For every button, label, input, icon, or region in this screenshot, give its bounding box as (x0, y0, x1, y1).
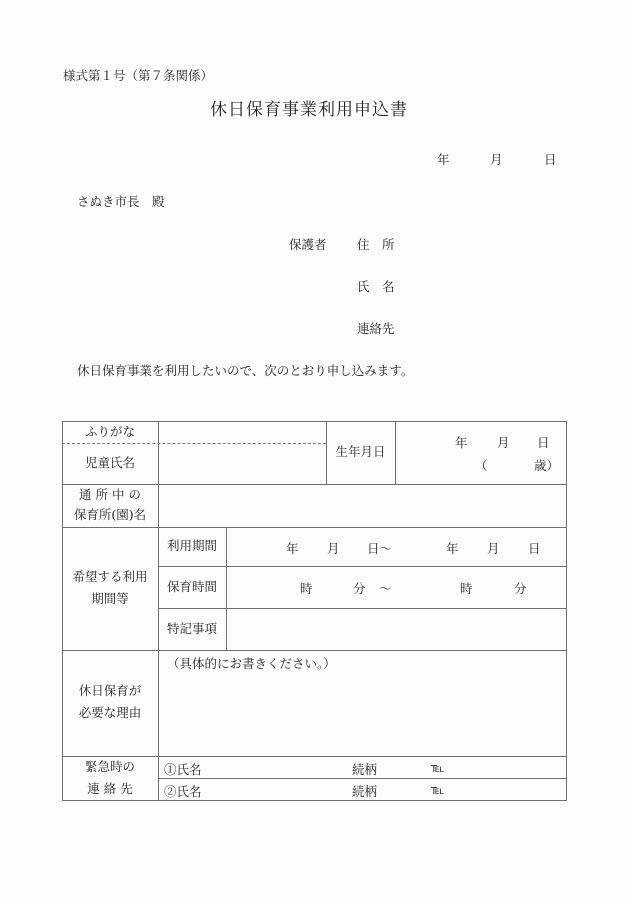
birth-month: 月 (497, 435, 510, 450)
period-start-year: 年 (286, 541, 299, 556)
childcare-hours-field[interactable] (227, 567, 566, 608)
contact1-relation-label: 続柄 (352, 762, 378, 777)
furigana-field[interactable] (159, 422, 325, 443)
period-end-day: 日 (528, 541, 541, 556)
nursery-label: 通 所 中 の 保育所(園)名 (73, 487, 147, 522)
period-start-day: 日〜 (367, 541, 393, 556)
intro-text: 休日保育事業を利用したいので、次のとおり申し込みます。 (77, 363, 414, 378)
guardian-label: 保護者 (289, 237, 327, 252)
reason-field[interactable] (159, 651, 566, 756)
usage-period-field[interactable] (227, 528, 566, 566)
contact1-name-label: ①氏名 (164, 762, 202, 777)
contact1-tel-label: ℡ (431, 760, 445, 775)
contact2-tel-label: ℡ (431, 782, 445, 797)
birthdate-label: 生年月日 (335, 444, 386, 459)
birthdate-field[interactable] (396, 422, 566, 483)
date-month: 月 (490, 152, 503, 167)
age-open: （ (475, 458, 488, 473)
birth-year: 年 (455, 435, 468, 450)
period-end-month: 月 (487, 541, 500, 556)
name-label: 氏 名 (357, 279, 395, 294)
addressee: さぬき市長 殿 (77, 194, 165, 209)
furigana-label: ふりがな (84, 424, 135, 439)
emergency-contact-row[interactable] (159, 779, 566, 800)
emergency-contact-label: 緊急時の 連 絡 先 (84, 759, 135, 796)
special-notes-field[interactable] (227, 609, 566, 650)
contact2-relation-label: 続柄 (352, 784, 378, 799)
form-number: 様式第１号（第７条関係） (63, 68, 214, 83)
date-year: 年 (437, 152, 450, 167)
hours-end-hour: 時 (460, 581, 473, 596)
contact2-name-label: ②氏名 (164, 784, 202, 799)
desired-period-label: 希望する利用 期間等 (72, 569, 148, 606)
childcare-hours-label: 保育時間 (166, 579, 217, 594)
special-notes-label: 特記事項 (166, 621, 217, 636)
hours-start-hour: 時 (300, 581, 313, 596)
period-end-year: 年 (446, 541, 459, 556)
hours-tilde: 〜 (379, 581, 392, 596)
hours-end-minute: 分 (514, 581, 527, 596)
emergency-contact-row[interactable] (159, 757, 566, 778)
reason-label: 休日保育が 必要な理由 (78, 683, 142, 720)
page-title: 休日保育事業利用申込書 (210, 100, 408, 120)
date-day: 日 (544, 152, 557, 167)
usage-period-label: 利用期間 (166, 538, 217, 553)
child-name-label: 児童氏名 (84, 455, 135, 470)
address-label: 住 所 (357, 237, 395, 252)
nursery-field[interactable] (159, 485, 566, 527)
child-name-field[interactable] (159, 444, 325, 483)
age-close: 歳） (534, 458, 560, 473)
contact-label: 連絡先 (357, 321, 395, 336)
birth-day: 日 (537, 435, 550, 450)
hours-start-minute: 分 (353, 581, 366, 596)
period-start-month: 月 (327, 541, 340, 556)
reason-hint: （具体的にお書きください。） (167, 656, 336, 671)
